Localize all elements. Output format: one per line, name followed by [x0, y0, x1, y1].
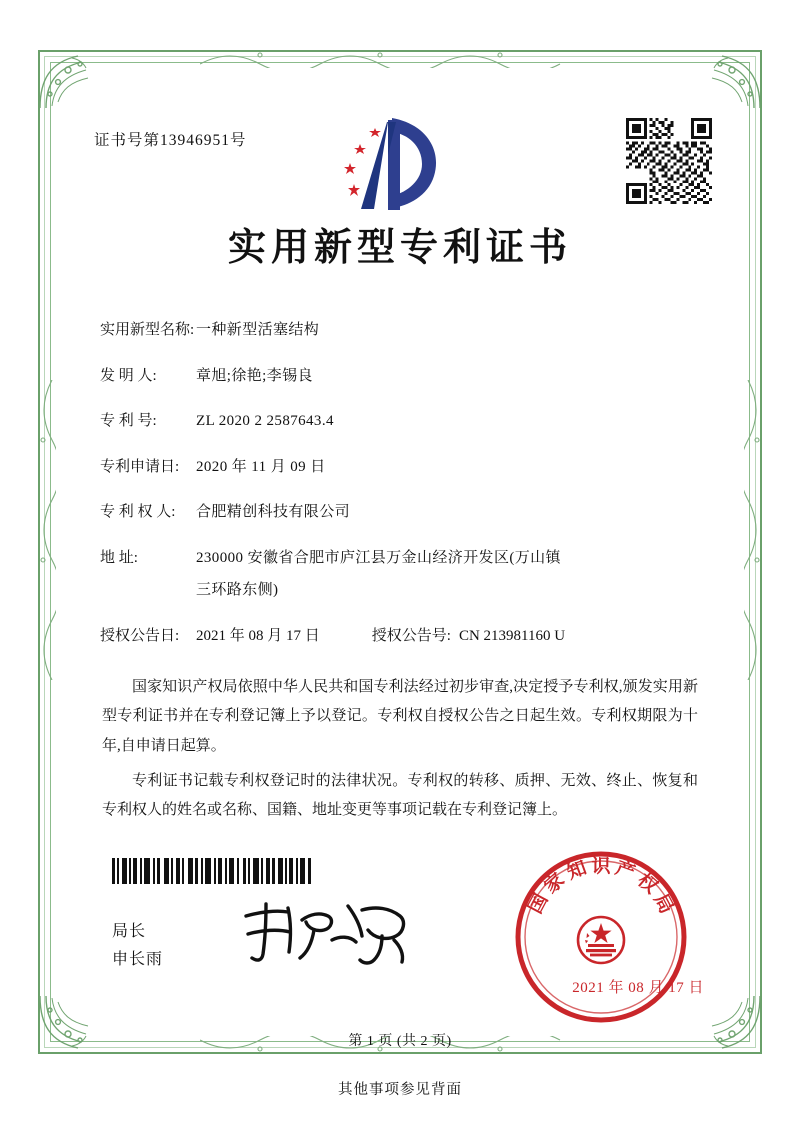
page-number: 第 1 页 (共 2 页): [348, 1034, 452, 1049]
field-row-announcement: [100, 625, 712, 648]
svg-text:产: 产: [612, 857, 638, 884]
field-value: ZL 2020 2 2587643.4: [196, 413, 334, 429]
announcement-date-value: 2021 年 08 月 17 日: [196, 627, 320, 644]
signature-role: 局长: [112, 923, 147, 940]
field-row-inventors: [100, 365, 712, 388]
field-row-utility-model-name: [100, 319, 712, 342]
field-row-patentee: [100, 501, 712, 524]
field-label: 发 明 人:: [100, 367, 157, 384]
certificate-content: [88, 96, 712, 825]
field-value: 合肥精创科技有限公司: [196, 504, 351, 520]
page-title: 实用新型专利证书: [227, 227, 572, 269]
footer-note: 其他事项参见背面: [338, 1082, 462, 1098]
seal-date: 2021 年 08 月 17 日: [572, 980, 704, 996]
field-label: 专利申请日:: [100, 458, 180, 475]
svg-text:国: 国: [525, 890, 553, 918]
field-label: 专 利 权 人:: [100, 504, 176, 520]
barcode: [112, 858, 320, 884]
legal-paragraph-1: 国家知识产权局依照中华人民共和国专利法经过初步审查,决定授予专利权,颁发实用新型专利证书并在专利登记簿上予以登记。专利权自授权公告之日起生效。专利权期限为十年,自申请日起算。: [102, 679, 698, 754]
announcement-number-value: CN 213981160 U: [458, 627, 566, 644]
signature-name: 申长雨: [112, 951, 164, 968]
field-value: 2020 年 11 月 09 日: [196, 458, 326, 475]
field-list: [100, 319, 712, 647]
announcement-date-label: 授权公告日:: [100, 627, 180, 644]
legal-paragraph-2: 专利证书记载专利权登记时的法律状况。专利权的转移、质押、无效、终止、恢复和专利权人的姓名或名称、国籍、地址变更等事项记载在专利登记簿上。: [102, 772, 698, 818]
signature-block: [112, 918, 163, 974]
handwritten-signature: [236, 896, 416, 968]
field-label: 实用新型名称:: [100, 322, 195, 338]
field-row-address: [100, 547, 712, 602]
svg-text:识: 识: [591, 856, 611, 877]
address-line-1: 230000 安徽省合肥市庐江县万金山经济开发区(万山镇: [196, 549, 561, 566]
field-value: 章旭;徐艳;李锡良: [196, 367, 313, 384]
edge-ornament-icon: [200, 46, 600, 68]
field-label: 地 址:: [100, 549, 138, 566]
field-row-application-date: [100, 456, 712, 479]
field-row-patent-number: [100, 410, 712, 433]
field-value: [196, 547, 712, 602]
svg-text:局: 局: [649, 890, 677, 918]
announcement-number-label: 授权公告号:: [371, 627, 451, 644]
svg-text:知: 知: [564, 857, 590, 884]
address-line-2: 三环路东侧): [196, 582, 279, 598]
official-seal: [512, 848, 690, 1026]
field-value: 一种新型活塞结构: [196, 322, 320, 338]
svg-text:家: 家: [540, 869, 569, 898]
field-label: 专 利 号:: [100, 413, 157, 429]
certificate-number: 证书号第13946951号: [94, 132, 247, 149]
svg-text:权: 权: [633, 869, 662, 898]
edge-ornament-icon: [34, 380, 56, 680]
edge-ornament-icon: [744, 380, 766, 680]
